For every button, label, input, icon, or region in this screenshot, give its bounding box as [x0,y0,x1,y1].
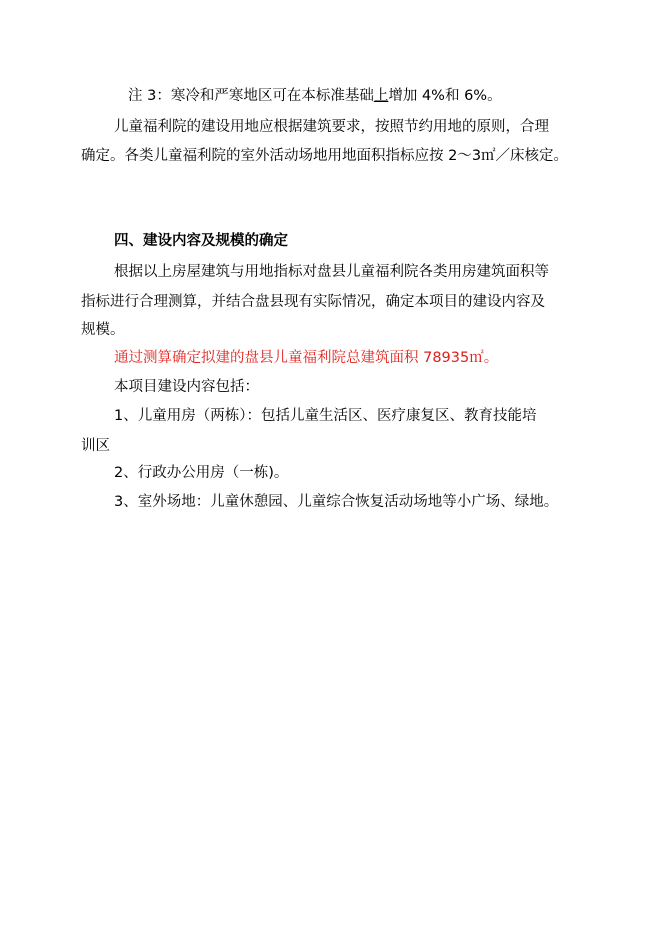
total-area-statement: 通过测算确定拟建的盘县儿童福利院总建筑面积 78935㎡。 [114,350,499,366]
basis-paragraph-line-1: 根据以上房屋建筑与用地指标对盘县儿童福利院各类用房建筑面积等 [114,264,549,280]
note-3-suffix: 增加 4%和 6%。 [388,88,502,104]
list-item-2: 2、行政办公用房（一栋)。 [114,465,289,481]
list-item-3: 3、室外场地：儿童休憩园、儿童综合恢复活动场地等小广场、绿地。 [114,494,559,510]
basis-paragraph-line-2: 指标进行合理测算，并结合盘县现有实际情况，确定本项目的建设内容及 [81,294,545,310]
note-3-prefix: 注 3：寒冷和严寒地区可在本标准基础 [128,88,374,104]
section-heading: 四、建设内容及规模的确定 [114,233,288,249]
list-item-1-line-1: 1、儿童用房（两栋）：包括儿童生活区、医疗康复区、教育技能培 [114,408,537,424]
list-item-1-line-2: 训区 [81,438,110,454]
basis-paragraph-line-3: 规模。 [81,322,125,338]
note-3 [128,86,502,106]
content-intro: 本项目建设内容包括： [114,379,259,395]
land-paragraph-line-2: 确定。各类儿童福利院的室外活动场地用地面积指标应按 2～3㎡／床核定。 [81,148,569,164]
land-paragraph-line-1: 儿童福利院的建设用地应根据建筑要求，按照节约用地的原则，合理 [114,119,549,135]
note-3-underlined: 上 [373,88,389,104]
